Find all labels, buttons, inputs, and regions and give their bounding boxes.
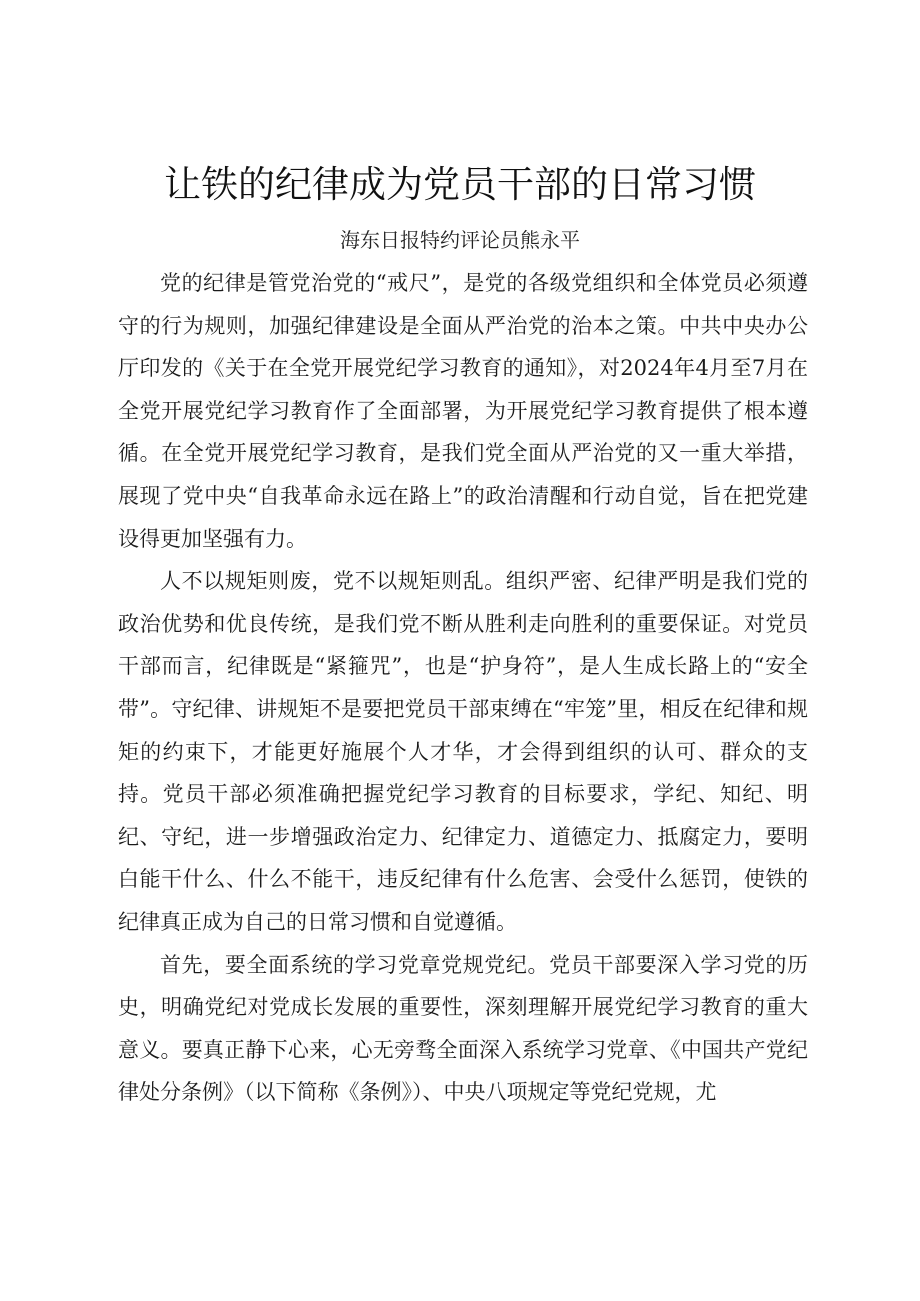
paragraph: 首先，要全面系统的学习党章党规党纪。党员干部要深入学习党的历史，明确党纪对党成长发展的重要性，深刻理解开展党纪学习教育的重大意义。要真正静下心来，心无旁骛全面深入系统学习党章、《中国共产党纪律处分条例》（以下简称《条例》）、中央八项规定等党纪党规，尤 (118, 952, 808, 1105)
paragraph: 人不以规矩则废，党不以规矩则乱。组织严密、纪律严明是我们党的政治优势和优良传统，是我们党不断从胜利走向胜利的重要保证。对党员干部而言，纪律既是“紧箍咒”，也是“护身符”，是人生成长路上的“安全带”。守纪律、讲规矩不是要把党员干部束缚在“牢笼”里，相反在纪律和规矩的约束下，才能更好施展个人才华，才会得到组织的认可、群众的支持。党员干部必须准确把握党纪学习教育的目标要求，学纪、知纪、明纪、守纪，进一步增强政治定力、纪律定力、道德定力、抵腐定力，要明白能干什么、什么不能干，违反纪律有什么危害、会受什么惩罚，使铁的纪律真正成为自己的日常习惯和自觉遵循。 (118, 569, 808, 934)
article-title: 让铁的纪律成为党员干部的日常习惯 (164, 163, 756, 206)
article-byline: 海东日报特约评论员熊永平 (340, 228, 580, 252)
paragraph: 党的纪律是管党治党的“戒尺”，是党的各级党组织和全体党员必须遵守的行为规则，加强纪律建设是全面从严治党的治本之策。中共中央办公厅印发的《关于在全党开展党纪学习教育的通知》，对2024年4月至7月在全党开展党纪学习教育作了全面部署，为开展党纪学习教育提供了根本遵循。在全党开展党纪学习教育，是我们党全面从严治党的又一重大举措，展现了党中央“自我革命永远在路上”的政治清醒和行动自觉，旨在把党建设得更加坚强有力。 (118, 271, 808, 551)
article-body (118, 262, 808, 1114)
